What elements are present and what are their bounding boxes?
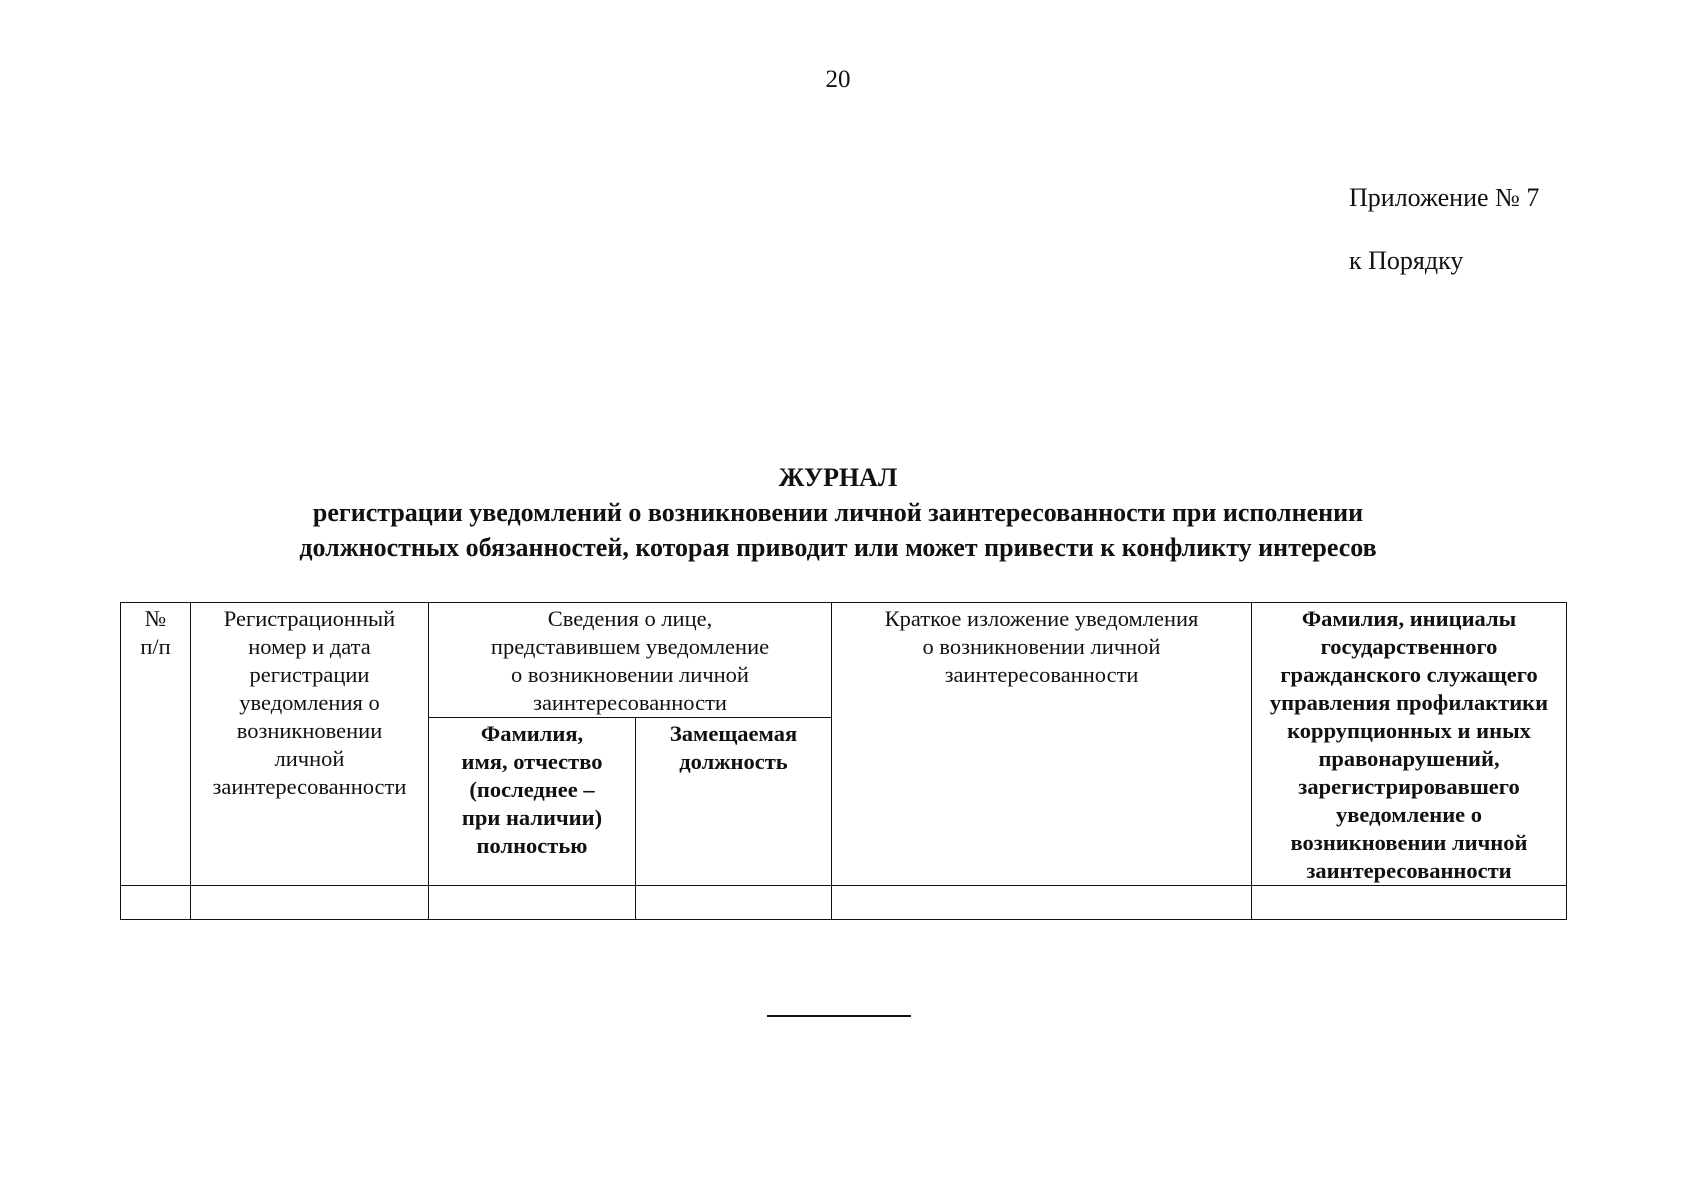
header-number [121,603,191,886]
header-person-info-text: Сведения о лице, представившем уведомление о возникновении личной заинтересованности [490,606,770,715]
header-registration [191,603,429,886]
header-registration-text: Регистрационный номер и дата регистрации уведомления о возникновении личной заинтересованности [212,606,407,799]
journal-table [120,602,1567,920]
table-cell[interactable] [1252,886,1567,920]
header-registrar [1252,603,1567,886]
table-row [121,886,1567,920]
closing-line [767,1015,911,1017]
appendix-line-1: Приложение № 7 [1349,183,1540,212]
header-registrar-text: Фамилия, инициалы государственного гражданского служащего управления профилактики коррупционных и иных правонарушений, зарегистрировавшего уведомление о возникновении личной заинтересованности [1269,606,1549,883]
header-position-text: Замещаемая должность [669,721,798,774]
table-cell[interactable] [636,886,832,920]
header-position [636,718,832,886]
header-full-name-text: Фамилия, имя, отчество (последнее – при наличии) полностью [461,721,603,858]
header-summary-text: Краткое изложение уведомления о возникновении личной заинтересованности [884,606,1199,687]
table-cell[interactable] [429,886,636,920]
table-cell[interactable] [121,886,191,920]
journal-title [0,460,1676,565]
table-header-row-1 [121,603,1567,718]
journal-heading: ЖУРНАЛ [778,463,898,492]
header-full-name [429,718,636,886]
journal-subtitle-line-2: должностных обязанностей, которая приводит или может привести к конфликту интересов [299,533,1377,562]
journal-subtitle-line-1: регистрации уведомлений о возникновении личной заинтересованности при исполнении [312,498,1364,527]
table-cell[interactable] [832,886,1252,920]
appendix-line-2: к Порядку [1349,246,1464,275]
header-person-info [429,603,832,718]
table-cell[interactable] [191,886,429,920]
page-number: 20 [825,66,851,93]
appendix-note [1349,183,1539,276]
header-number-text: № п/п [140,606,171,659]
header-summary [832,603,1252,886]
